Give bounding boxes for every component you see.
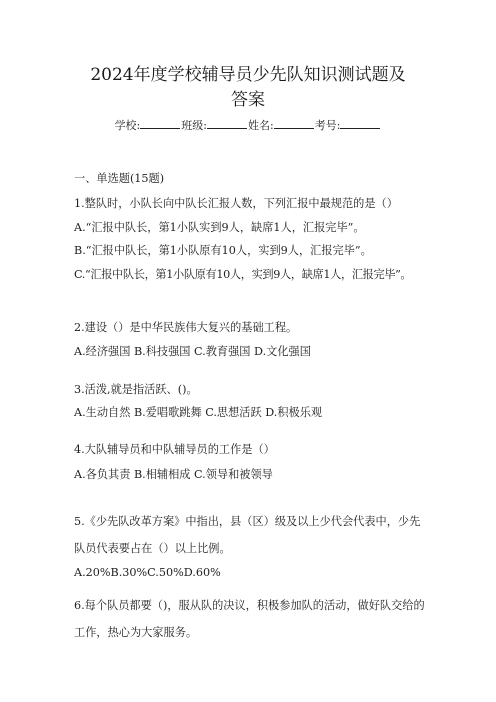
question-2-text: 2.建设（）是中华民族伟大复兴的基础工程。 — [74, 321, 298, 334]
student-info-row — [0, 117, 496, 134]
section-heading: 一、单选题(15题) — [74, 172, 165, 185]
name-label: 姓名: — [248, 119, 274, 132]
question-2-options: A.经济强国 B.科技强国 C.教育强国 D.文化强国 — [74, 345, 311, 358]
question-1-option-c: C.“汇报中队长，第1小队原有10人，实到9人，缺席1人，汇报完毕”。 — [74, 268, 412, 281]
question-1-option-a: A.“汇报中队长，第1小队实到9人，缺席1人，汇报完毕”。 — [74, 221, 365, 234]
school-blank — [140, 117, 180, 129]
question-3-options: A.生动自然 B.爱唱歌跳舞 C.思想活跃 D.积极乐观 — [74, 406, 323, 419]
question-4-text: 4.大队辅导员和中队辅导员的工作是（） — [74, 443, 275, 456]
question-5-text-line-1: 5.《少先队改革方案》中指出，县（区）级及以上少代会代表中，少先 — [74, 515, 421, 528]
name-blank — [274, 117, 314, 129]
question-3-text: 3.活泼,就是指活跃、()。 — [74, 383, 198, 396]
document-title — [60, 63, 436, 113]
question-5-options: A.20%B.30%C.50%D.60% — [74, 566, 221, 579]
question-1-option-b: B.“汇报中队长，第1小队原有10人，实到9人，汇报完毕”。 — [74, 244, 372, 257]
class-blank — [207, 117, 247, 129]
question-4-options: A.各负其责 B.相辅相成 C.领导和被领导 — [74, 468, 273, 481]
title-line-1: 2024年度学校辅导员少先队知识测试题及 — [90, 65, 406, 85]
question-1-text: 1.整队时，小队长向中队长汇报人数，下列汇报中最规范的是（） — [74, 197, 398, 210]
title-line-2: 答案 — [231, 90, 265, 110]
question-5-text-line-2: 队员代表要占在（）以上比例。 — [74, 542, 231, 555]
exam-no-label: 考号: — [314, 119, 341, 132]
class-label: 班级: — [181, 119, 207, 132]
school-label: 学校: — [114, 119, 141, 132]
question-6-text-line-1: 6.每个队员都要（)，服从队的决议，积极参加队的活动，做好队交给的 — [74, 599, 425, 612]
exam-no-blank — [340, 117, 380, 129]
question-6-text-line-2: 工作，热心为大家服务。 — [74, 626, 198, 639]
